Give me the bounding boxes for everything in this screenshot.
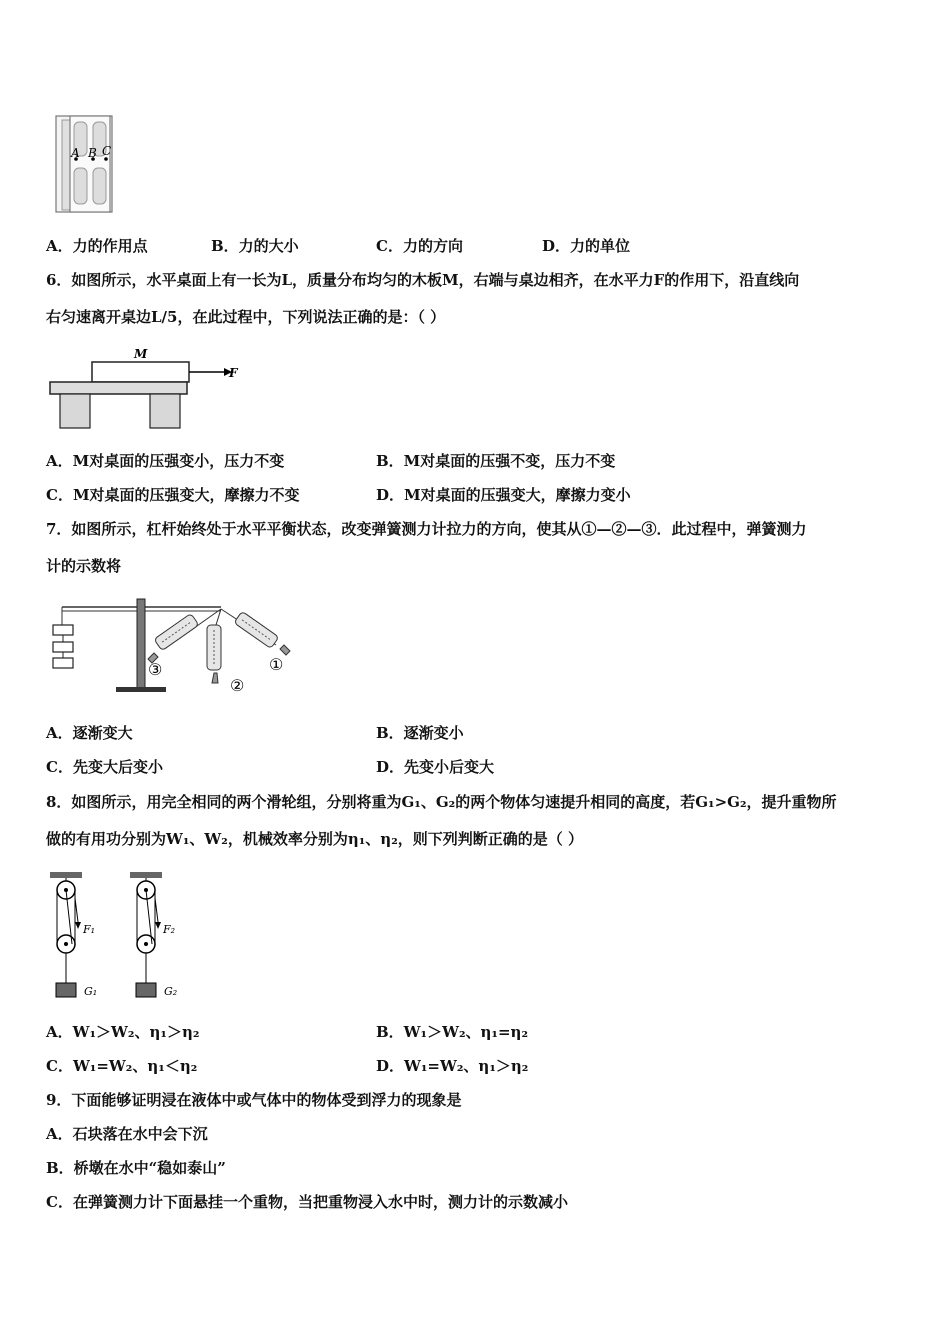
q6-stem-line1: 6．如图所示，水平桌面上有一长为L，质量分布均匀的木板M，右端与桌边相齐，在水平力F的作用下，沿直线向	[46, 271, 800, 289]
force-label-f2: F₂	[163, 923, 176, 936]
weight-label-g1: G₁	[84, 985, 98, 998]
q8-option-b[interactable]: B．W₁＞W₂、η₁=η₂	[376, 1023, 529, 1041]
q8-option-c[interactable]: C．W₁=W₂、η₁＜η₂	[46, 1057, 198, 1075]
q9-stem: 9．下面能够证明浸在液体中或气体中的物体受到浮力的现象是	[46, 1091, 462, 1109]
q7-option-b[interactable]: B．逐渐变小	[376, 724, 464, 742]
q7-option-c[interactable]: C．先变大后变小	[46, 758, 163, 776]
point-label-a: A	[71, 146, 80, 160]
q6-option-a[interactable]: A．M对桌面的压强变小，压力不变	[46, 452, 285, 470]
direction-label-2: ②	[230, 676, 245, 695]
q6-option-c[interactable]: C．M对桌面的压强变大，摩擦力不变	[46, 486, 300, 504]
q5-option-c[interactable]: C．力的方向	[376, 237, 463, 255]
q9-option-b[interactable]: B．桥墩在水中“稳如泰山”	[46, 1159, 226, 1177]
q9-option-c[interactable]: C．在弹簧测力计下面悬挂一个重物，当把重物浸入水中时，测力计的示数减小	[46, 1193, 568, 1211]
q6-option-b[interactable]: B．M对桌面的压强不变，压力不变	[376, 452, 616, 470]
q7-stem-line2: 计的示数将	[46, 557, 122, 575]
force-label-f1: F₁	[83, 923, 96, 936]
weight-label-g2: G₂	[164, 985, 178, 998]
q7-option-d[interactable]: D．先变小后变大	[376, 758, 495, 776]
q6-stem-line2: 右匀速离开桌边L/5，在此过程中，下列说法正确的是：（ ）	[46, 308, 446, 326]
point-label-c: C	[102, 144, 112, 158]
direction-label-1: ①	[269, 655, 284, 674]
table-board-figure	[48, 345, 248, 430]
q5-option-a[interactable]: A．力的作用点	[46, 237, 148, 255]
q7-stem-line1: 7．如图所示，杠杆始终处于水平平衡状态，改变弹簧测力计拉力的方向，使其从①—②—③．此过程中，弹簧测力	[46, 520, 807, 538]
door-figure	[50, 112, 120, 217]
q8-stem-line2: 做的有用功分别为W₁、W₂，机械效率分别为η₁、η₂，则下列判断正确的是（ ）	[46, 830, 584, 848]
point-label-b: B	[88, 146, 97, 160]
force-label-f: F	[229, 366, 238, 380]
q8-option-d[interactable]: D．W₁=W₂、η₁＞η₂	[376, 1057, 529, 1075]
q8-option-a[interactable]: A．W₁＞W₂、η₁＞η₂	[46, 1023, 200, 1041]
q7-option-a[interactable]: A．逐渐变大	[46, 724, 133, 742]
q5-option-d[interactable]: D．力的单位	[542, 237, 631, 255]
q5-option-b[interactable]: B．力的大小	[211, 237, 299, 255]
board-label-m: M	[134, 347, 148, 361]
lever-figure	[48, 595, 298, 700]
direction-label-3: ③	[148, 660, 163, 679]
q8-stem-line1: 8．如图所示，用完全相同的两个滑轮组，分别将重为G₁、G₂的两个物体匀速提升相同的高度，若G₁>G₂，提升重物所	[46, 793, 837, 811]
pulley-figure	[46, 868, 196, 1008]
q9-option-a[interactable]: A．石块落在水中会下沉	[46, 1125, 208, 1143]
q6-option-d[interactable]: D．M对桌面的压强变大，摩擦力变小	[376, 486, 631, 504]
